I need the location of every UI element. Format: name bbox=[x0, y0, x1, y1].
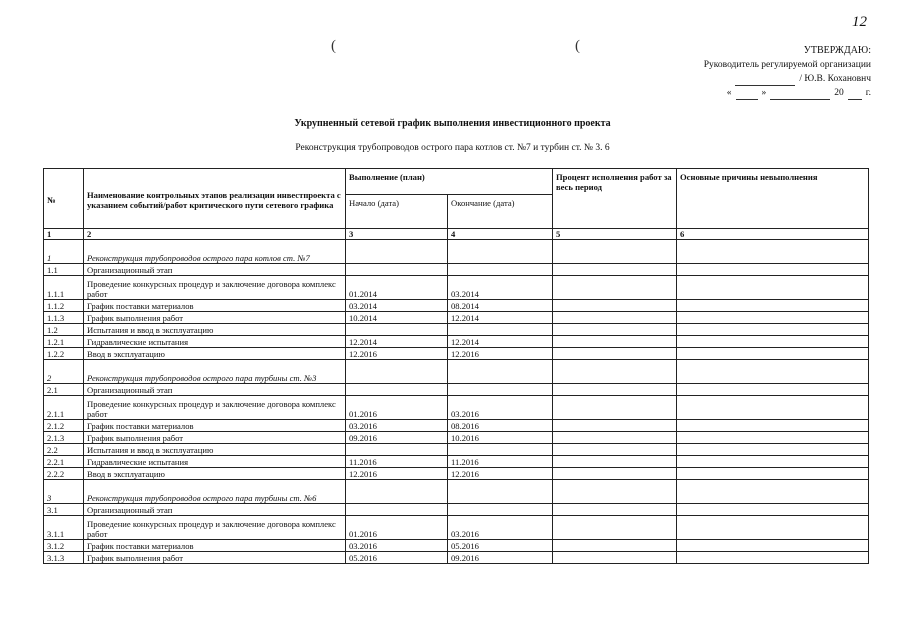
row-name: Реконструкция трубопроводов острого пара котлов ст. №7 bbox=[84, 240, 346, 264]
row-name: Проведение конкурсных процедур и заключение договора комплекс работ bbox=[84, 516, 346, 540]
row-number: 2.1.2 bbox=[44, 420, 84, 432]
row-percent bbox=[553, 540, 677, 552]
row-number: 1 bbox=[44, 240, 84, 264]
col-number: 1 bbox=[44, 229, 84, 240]
row-start-date: 01.2016 bbox=[346, 396, 448, 420]
table-row bbox=[44, 240, 869, 264]
row-number: 1.2.2 bbox=[44, 348, 84, 360]
row-start-date bbox=[346, 480, 448, 504]
row-start-date: 12.2014 bbox=[346, 336, 448, 348]
table-row bbox=[44, 324, 869, 336]
row-percent bbox=[553, 456, 677, 468]
row-end-date bbox=[448, 324, 553, 336]
row-start-date: 11.2016 bbox=[346, 456, 448, 468]
schedule-table bbox=[43, 168, 869, 564]
row-name: График поставки материалов bbox=[84, 420, 346, 432]
approval-block bbox=[641, 44, 871, 100]
row-reasons bbox=[677, 540, 869, 552]
row-number: 1.2 bbox=[44, 324, 84, 336]
date-close-quote: » bbox=[761, 88, 767, 98]
row-percent bbox=[553, 312, 677, 324]
row-number: 2.2.2 bbox=[44, 468, 84, 480]
table-row bbox=[44, 420, 869, 432]
row-end-date: 12.2014 bbox=[448, 336, 553, 348]
row-end-date: 03.2016 bbox=[448, 516, 553, 540]
column-numbers-row bbox=[44, 229, 869, 240]
row-number: 1.1.1 bbox=[44, 276, 84, 300]
row-start-date: 01.2016 bbox=[346, 516, 448, 540]
row-reasons bbox=[677, 420, 869, 432]
row-percent bbox=[553, 420, 677, 432]
year-prefix: 20 bbox=[834, 88, 844, 98]
scan-mark: ( bbox=[575, 38, 580, 54]
table-row bbox=[44, 468, 869, 480]
day-blank bbox=[736, 89, 758, 100]
row-end-date: 08.2014 bbox=[448, 300, 553, 312]
row-percent bbox=[553, 384, 677, 396]
row-number: 2.1.1 bbox=[44, 396, 84, 420]
row-start-date bbox=[346, 264, 448, 276]
row-end-date bbox=[448, 480, 553, 504]
row-percent bbox=[553, 432, 677, 444]
row-name: Организационный этап bbox=[84, 384, 346, 396]
row-start-date bbox=[346, 384, 448, 396]
row-number: 1.1.3 bbox=[44, 312, 84, 324]
signature-line bbox=[735, 75, 795, 86]
table-row bbox=[44, 384, 869, 396]
row-number: 3 bbox=[44, 480, 84, 504]
row-start-date: 01.2014 bbox=[346, 276, 448, 300]
table-row bbox=[44, 348, 869, 360]
row-end-date bbox=[448, 444, 553, 456]
row-number: 1.2.1 bbox=[44, 336, 84, 348]
row-name: Ввод в эксплуатацию bbox=[84, 348, 346, 360]
row-reasons bbox=[677, 456, 869, 468]
row-reasons bbox=[677, 516, 869, 540]
row-reasons bbox=[677, 552, 869, 564]
row-start-date bbox=[346, 504, 448, 516]
row-start-date: 05.2016 bbox=[346, 552, 448, 564]
approval-signature-line bbox=[641, 72, 871, 86]
row-number: 1.1 bbox=[44, 264, 84, 276]
document-title: Укрупненный сетевой график выполнения инвестиционного проекта bbox=[294, 118, 611, 129]
col-number: 2 bbox=[84, 229, 346, 240]
row-percent bbox=[553, 240, 677, 264]
row-number: 3.1.1 bbox=[44, 516, 84, 540]
col-number: 4 bbox=[448, 229, 553, 240]
row-start-date: 03.2016 bbox=[346, 540, 448, 552]
row-end-date bbox=[448, 360, 553, 384]
row-start-date bbox=[346, 240, 448, 264]
row-reasons bbox=[677, 300, 869, 312]
row-percent bbox=[553, 264, 677, 276]
header-name: Наименование контрольных этапов реализации инвестпроекта с указанием событий/работ критического пути сетевого графика bbox=[84, 169, 346, 229]
row-end-date: 09.2016 bbox=[448, 552, 553, 564]
date-open-quote: « bbox=[726, 88, 732, 98]
table-row bbox=[44, 552, 869, 564]
row-name: График выполнения работ bbox=[84, 432, 346, 444]
row-name: График выполнения работ bbox=[84, 552, 346, 564]
table-row bbox=[44, 456, 869, 468]
row-start-date: 09.2016 bbox=[346, 432, 448, 444]
row-end-date: 05.2016 bbox=[448, 540, 553, 552]
table-row bbox=[44, 360, 869, 384]
row-end-date bbox=[448, 384, 553, 396]
table-row bbox=[44, 300, 869, 312]
approval-title: УТВЕРЖДАЮ: bbox=[803, 45, 871, 56]
header-reasons: Основные причины невыполнения bbox=[677, 169, 869, 229]
row-name: Реконструкция трубопроводов острого пара турбины ст. №3 bbox=[84, 360, 346, 384]
row-reasons bbox=[677, 324, 869, 336]
header-plan: Выполнение (план) bbox=[346, 169, 553, 195]
row-reasons bbox=[677, 276, 869, 300]
approval-signatory: / Ю.В. Кохановнч bbox=[799, 74, 871, 84]
row-number: 1.1.2 bbox=[44, 300, 84, 312]
row-percent bbox=[553, 396, 677, 420]
row-percent bbox=[553, 480, 677, 504]
row-end-date bbox=[448, 264, 553, 276]
row-start-date: 03.2014 bbox=[346, 300, 448, 312]
row-end-date: 03.2016 bbox=[448, 396, 553, 420]
row-reasons bbox=[677, 312, 869, 324]
row-reasons bbox=[677, 444, 869, 456]
row-percent bbox=[553, 504, 677, 516]
scan-mark: ( bbox=[331, 38, 336, 54]
row-reasons bbox=[677, 348, 869, 360]
row-percent bbox=[553, 348, 677, 360]
header-percent: Процент исполнения работ за весь период bbox=[553, 169, 677, 229]
table-row bbox=[44, 444, 869, 456]
row-name: Организационный этап bbox=[84, 504, 346, 516]
row-start-date bbox=[346, 324, 448, 336]
row-percent bbox=[553, 336, 677, 348]
row-number: 2.2 bbox=[44, 444, 84, 456]
row-start-date: 12.2016 bbox=[346, 348, 448, 360]
table-row bbox=[44, 396, 869, 420]
row-name: Гидравлические испытания bbox=[84, 336, 346, 348]
row-end-date: 11.2016 bbox=[448, 456, 553, 468]
header-end: Окончание (дата) bbox=[448, 195, 553, 229]
row-percent bbox=[553, 276, 677, 300]
row-percent bbox=[553, 552, 677, 564]
table-row bbox=[44, 504, 869, 516]
row-name: Ввод в эксплуатацию bbox=[84, 468, 346, 480]
table-row bbox=[44, 540, 869, 552]
approval-position: Руководитель регулируемой организации bbox=[703, 60, 871, 70]
col-number: 6 bbox=[677, 229, 869, 240]
row-name: Гидравлические испытания bbox=[84, 456, 346, 468]
row-name: Реконструкция трубопроводов острого пара турбины ст. №6 bbox=[84, 480, 346, 504]
row-reasons bbox=[677, 336, 869, 348]
row-reasons bbox=[677, 360, 869, 384]
row-number: 3.1.2 bbox=[44, 540, 84, 552]
row-name: Организационный этап bbox=[84, 264, 346, 276]
row-reasons bbox=[677, 504, 869, 516]
row-name: Испытания и ввод в эксплуатацию bbox=[84, 324, 346, 336]
row-start-date bbox=[346, 360, 448, 384]
row-start-date bbox=[346, 444, 448, 456]
row-name: График поставки материалов bbox=[84, 540, 346, 552]
row-name: Проведение конкурсных процедур и заключение договора комплекс работ bbox=[84, 276, 346, 300]
row-number: 2.1.3 bbox=[44, 432, 84, 444]
row-end-date bbox=[448, 504, 553, 516]
table-row bbox=[44, 312, 869, 324]
row-reasons bbox=[677, 480, 869, 504]
year-blank bbox=[848, 89, 862, 100]
col-number: 5 bbox=[553, 229, 677, 240]
table-row bbox=[44, 264, 869, 276]
row-end-date: 12.2016 bbox=[448, 348, 553, 360]
row-number: 2.1 bbox=[44, 384, 84, 396]
col-number: 3 bbox=[346, 229, 448, 240]
row-name: График выполнения работ bbox=[84, 312, 346, 324]
row-number: 3.1.3 bbox=[44, 552, 84, 564]
approval-date bbox=[641, 86, 871, 100]
row-reasons bbox=[677, 396, 869, 420]
table-row bbox=[44, 432, 869, 444]
row-start-date: 10.2014 bbox=[346, 312, 448, 324]
row-reasons bbox=[677, 240, 869, 264]
row-name: Проведение конкурсных процедур и заключение договора комплекс работ bbox=[84, 396, 346, 420]
row-start-date: 03.2016 bbox=[346, 420, 448, 432]
month-blank bbox=[770, 89, 830, 100]
row-percent bbox=[553, 516, 677, 540]
row-reasons bbox=[677, 432, 869, 444]
row-end-date: 08.2016 bbox=[448, 420, 553, 432]
header-num: № bbox=[44, 169, 84, 229]
header-start: Начало (дата) bbox=[346, 195, 448, 229]
table-row bbox=[44, 480, 869, 504]
row-reasons bbox=[677, 468, 869, 480]
table-row bbox=[44, 336, 869, 348]
row-name: График поставки материалов bbox=[84, 300, 346, 312]
row-end-date: 03.2014 bbox=[448, 276, 553, 300]
row-number: 3.1 bbox=[44, 504, 84, 516]
row-name: Испытания и ввод в эксплуатацию bbox=[84, 444, 346, 456]
row-percent bbox=[553, 324, 677, 336]
row-end-date bbox=[448, 240, 553, 264]
row-end-date: 10.2016 bbox=[448, 432, 553, 444]
year-suffix: г. bbox=[865, 88, 871, 98]
document-subtitle: Реконструкция трубопроводов острого пара котлов ст. №7 и турбин ст. № 3. 6 bbox=[295, 143, 610, 153]
row-end-date: 12.2016 bbox=[448, 468, 553, 480]
row-percent bbox=[553, 360, 677, 384]
row-percent bbox=[553, 300, 677, 312]
row-percent bbox=[553, 468, 677, 480]
row-number: 2 bbox=[44, 360, 84, 384]
page-number: 12 bbox=[852, 14, 867, 30]
table-row bbox=[44, 516, 869, 540]
row-percent bbox=[553, 444, 677, 456]
row-reasons bbox=[677, 384, 869, 396]
row-start-date: 12.2016 bbox=[346, 468, 448, 480]
row-end-date: 12.2014 bbox=[448, 312, 553, 324]
row-reasons bbox=[677, 264, 869, 276]
table-row bbox=[44, 276, 869, 300]
row-number: 2.2.1 bbox=[44, 456, 84, 468]
